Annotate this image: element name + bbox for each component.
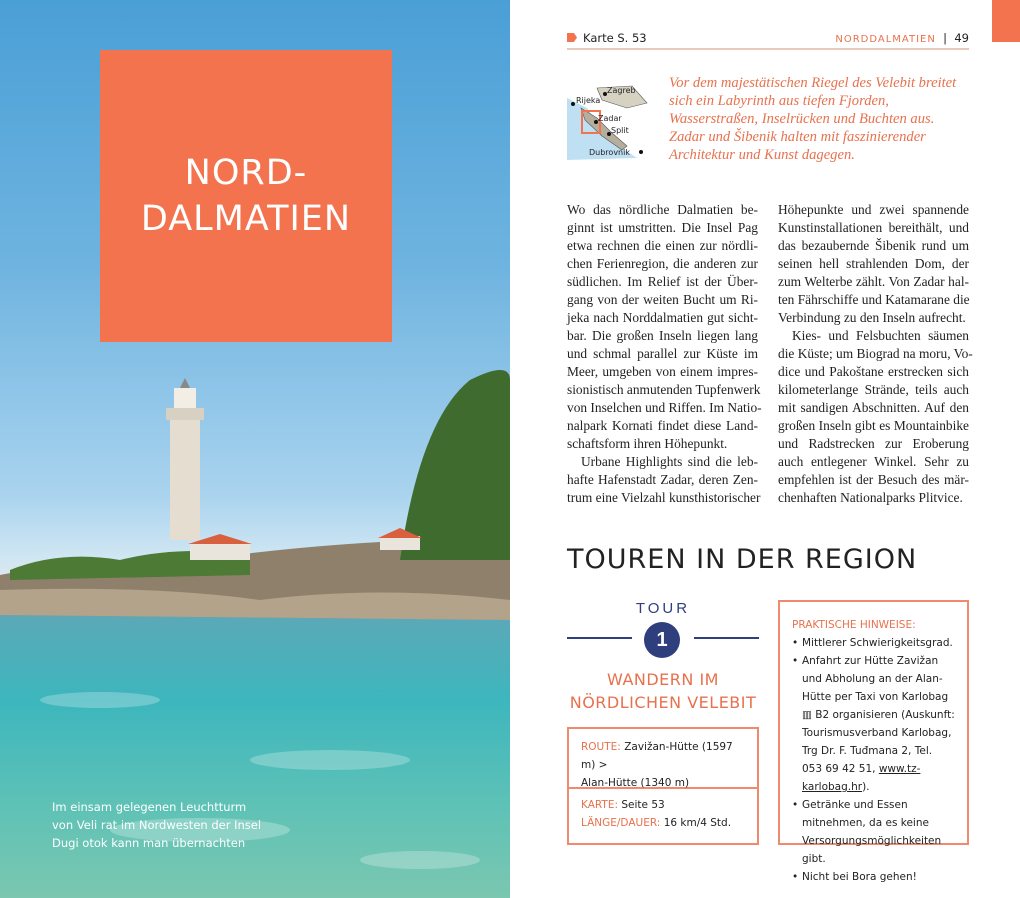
body-line: chenhaften Nationalparks Plitvice. <box>778 490 963 505</box>
karte-key: KARTE: <box>581 799 619 811</box>
tour-title <box>567 668 759 714</box>
body-line: Kies- und Felsbuchten säumen <box>792 328 969 343</box>
body-line: Höhepunkte und zwei spannende <box>778 202 969 217</box>
body-line: das bezaubernde Šibenik rund um <box>778 238 969 253</box>
body-line: und Radstrecken zur Eroberung <box>778 436 969 451</box>
notes-title: PRAKTISCHE HINWEISE: <box>792 619 916 631</box>
separator: | <box>943 31 948 45</box>
laenge-value: 16 km/4 Std. <box>663 817 732 829</box>
body-line: auch entlegener Winkel. Sehr zu <box>778 454 969 469</box>
route-info <box>569 729 757 789</box>
running-head: NORDDALMATIEN <box>835 34 936 45</box>
chapter-title-line1: NORD- <box>184 153 308 193</box>
body-column-2 <box>778 201 973 507</box>
body-line: schaftsform ihren Höhepunkt. <box>567 436 728 451</box>
body-line: zum Welterbe zählt. Von Zadar hal- <box>778 274 969 289</box>
body-line: Verbindung zu den Inseln aufrecht. <box>778 310 966 325</box>
website-link[interactable]: www.tz-karlobag.hr <box>802 763 921 793</box>
body-line: trum eine Vielzahl kunsthistorischer <box>567 490 761 505</box>
tour-info-box <box>567 727 759 845</box>
body-line: Kunstinstallationen bereithält, und <box>778 220 969 235</box>
notes-item-suffix: ). <box>862 781 870 793</box>
map-reference[interactable] <box>567 31 647 45</box>
body-line: Wo das nördliche Dalmatien be- <box>567 202 758 217</box>
body-line: sionistisch anmutenden Tupfenwerk <box>567 382 761 397</box>
tour-title-line: WANDERN IM <box>607 670 719 689</box>
chapter-title-line2: DALMATIEN <box>140 199 352 239</box>
map-label-dubrovnik: Dubrovnik <box>589 148 630 157</box>
body-column-1 <box>567 201 762 507</box>
notes-item: • Nicht bei Bora gehen! <box>792 868 955 886</box>
caption-line: von Veli rat im Nordwesten der Insel <box>52 818 262 832</box>
tour-number: 1 <box>644 622 680 658</box>
intro-text: Vor dem majestätischen Riegel des Velebit breitet sich ein Labyrinth aus tiefen Fjorden, Wasserstraßen, Inselrücken und Buchten aus. Zadar und Šibenik halten mit faszinierender Architektur und Kunst dagegen. <box>669 75 957 163</box>
divider <box>694 637 759 639</box>
chapter-title-box <box>100 50 392 342</box>
route-value: Zavižan-Hütte (1597 m) > <box>581 741 733 771</box>
tour-title-line: NÖRDLICHEN VELEBIT <box>569 693 757 712</box>
body-line: und schmal parallel zur Küste im <box>567 346 758 361</box>
body-line: seinen hell strahlenden Dom, der <box>778 256 969 271</box>
body-line: hafte Hafenstadt Zadar, deren Zen- <box>567 472 758 487</box>
laenge-key: LÄNGE/DAUER: <box>581 817 661 829</box>
body-line: von Inselchen und Riffen. Im Natio- <box>567 400 762 415</box>
chapter-tab-marker <box>992 0 1020 42</box>
page-number: 49 <box>954 31 969 45</box>
body-line: kilometerlange Strände, teils auch <box>778 382 969 397</box>
photo-caption <box>52 798 261 852</box>
body-line: ginnt ist umstritten. Die Insel Pag <box>567 220 758 235</box>
caption-line: Im einsam gelegenen Leuchtturm <box>52 800 247 814</box>
notes-item <box>792 652 955 796</box>
map-label-split: Split <box>611 126 629 135</box>
divider <box>567 637 632 639</box>
body-line: etwa rechnen die einen zur nördli- <box>567 238 758 253</box>
route-value: Alan-Hütte (1340 m) <box>581 777 690 789</box>
body-line: jeka nach Norddalmatien gut sicht- <box>567 310 758 325</box>
arrow-icon <box>567 33 577 42</box>
notes-item: • Mittlerer Schwierigkeitsgrad. <box>792 634 955 652</box>
practical-notes-box <box>778 600 969 883</box>
route-key: ROUTE: <box>581 741 621 753</box>
body-line: ten Fährschiffe und Katamarane die <box>778 292 970 307</box>
tour-badge <box>567 600 759 660</box>
caption-line: Dugi otok kann man übernachten <box>52 836 246 850</box>
body-line: nalpark Kornati findet diese Land- <box>567 418 758 433</box>
body-line: Meer, umgeben von einem impres- <box>567 364 758 379</box>
body-line: mit sandigen Abschnitten. Auf den <box>778 400 969 415</box>
body-line: großen Inseln gibt es Mountainbike <box>778 418 969 433</box>
body-line: empfehlen ist der Besuch des mär- <box>778 472 969 487</box>
body-line: bar. Die großen Inseln liegen lang <box>567 328 758 343</box>
tour-label: TOUR <box>635 600 691 617</box>
map-label-zagreb: Zagreb <box>607 86 636 95</box>
body-line: chen Ferienregion, die anderen zur <box>567 256 758 271</box>
body-line: Urbane Highlights sind die leb- <box>581 454 758 469</box>
body-line: dice und Pakoštane erstrecken sich <box>778 364 969 379</box>
body-line: gang von der weiten Bucht um Ri- <box>567 292 758 307</box>
notes-item-text: Anfahrt zur Hütte Zavižan und Abholung an der Alan-Hütte per Taxi von Karlobag ▥ B2 organisieren (Auskunft: Tourismusverband Karlobag, Trg Dr. F. Tuđmana 2, Tel. 053 69 42 51, <box>802 655 955 775</box>
map-reference-label: Karte S. 53 <box>583 31 647 45</box>
body-line: die Küste; um Biograd na moru, Vo- <box>778 346 973 361</box>
map-label-zadar: Zadar <box>598 114 622 123</box>
body-line: südlichen. Im Relief ist der Über- <box>567 274 758 289</box>
page-header <box>567 30 969 50</box>
map-length-info <box>569 789 757 839</box>
notes-item: • Getränke und Essen mitnehmen, da es keine Versorgungsmöglichkeiten gibt. <box>792 796 955 868</box>
section-title: TOUREN IN DER REGION <box>567 544 918 575</box>
karte-value: Seite 53 <box>621 799 665 811</box>
map-label-rijeka: Rijeka <box>576 96 601 105</box>
locator-map <box>567 78 650 160</box>
